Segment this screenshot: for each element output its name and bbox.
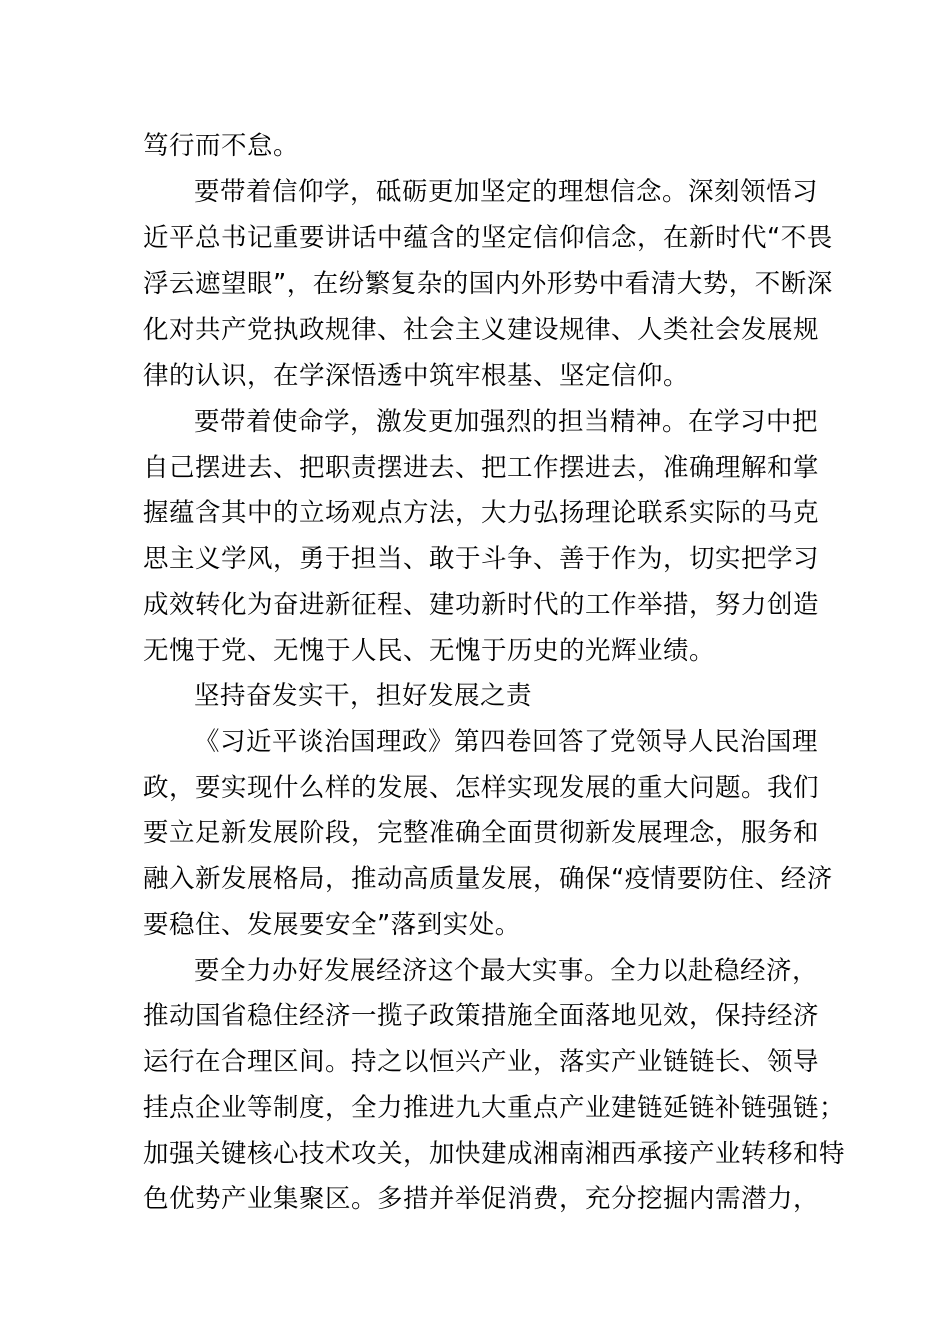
text-line: 加强关键核心技术攻关，加快建成湘南湘西承接产业转移和特 [143, 1139, 846, 1169]
paragraph-start-line: 要带着信仰学，砥砺更加坚定的理想信念。深刻领悟习 [194, 177, 819, 207]
text-line: 笃行而不怠。 [143, 131, 300, 161]
text-line: 思主义学风，勇于担当、敢于斗争、善于作为，切实把学习 [143, 544, 820, 574]
paragraph-start-line: 要带着使命学，激发更加强烈的担当精神。在学习中把 [194, 407, 819, 437]
text-line: 浮云遮望眼”，在纷繁复杂的国内外形势中看清大势，不断深 [143, 269, 833, 299]
text-line: 化对共产党执政规律、社会主义建设规律、人类社会发展规 [143, 315, 820, 345]
text-line: 无愧于党、无愧于人民、无愧于历史的光辉业绩。 [143, 636, 716, 666]
text-line: 政，要实现什么样的发展、怎样实现发展的重大问题。我们 [143, 773, 820, 803]
text-line: 握蕴含其中的立场观点方法，大力弘扬理论联系实际的马克 [143, 498, 820, 528]
text-line: 挂点企业等制度，全力推进九大重点产业建链延链补链强链； [143, 1093, 846, 1123]
text-line: 色优势产业集聚区。多措并举促消费，充分挖掘内需潜力， [143, 1184, 820, 1214]
paragraph-start-line: 《习近平谈治国理政》第四卷回答了党领导人民治国理 [194, 727, 819, 757]
paragraph-start-line: 要全力办好发展经济这个最大实事。全力以赴稳经济， [194, 956, 819, 986]
section-heading: 坚持奋发实干，担好发展之责 [194, 681, 533, 711]
text-line: 要立足新发展阶段，完整准确全面贯彻新发展理念，服务和 [143, 818, 820, 848]
text-line: 律的认识，在学深悟透中筑牢根基、坚定信仰。 [143, 361, 690, 391]
text-line: 融入新发展格局，推动高质量发展，确保“疫情要防住、经济 [143, 864, 833, 894]
text-line: 运行在合理区间。持之以恒兴产业，落实产业链链长、领导 [143, 1047, 820, 1077]
text-line: 要稳住、发展要安全”落到实处。 [143, 910, 521, 940]
text-line: 自己摆进去、把职责摆进去、把工作摆进去，准确理解和掌 [143, 453, 820, 483]
text-line: 成效转化为奋进新征程、建功新时代的工作举措，努力创造 [143, 590, 820, 620]
text-line: 推动国省稳住经济一揽子政策措施全面落地见效，保持经济 [143, 1001, 820, 1031]
text-line: 近平总书记重要讲话中蕴含的坚定信仰信念，在新时代“不畏 [143, 223, 833, 253]
